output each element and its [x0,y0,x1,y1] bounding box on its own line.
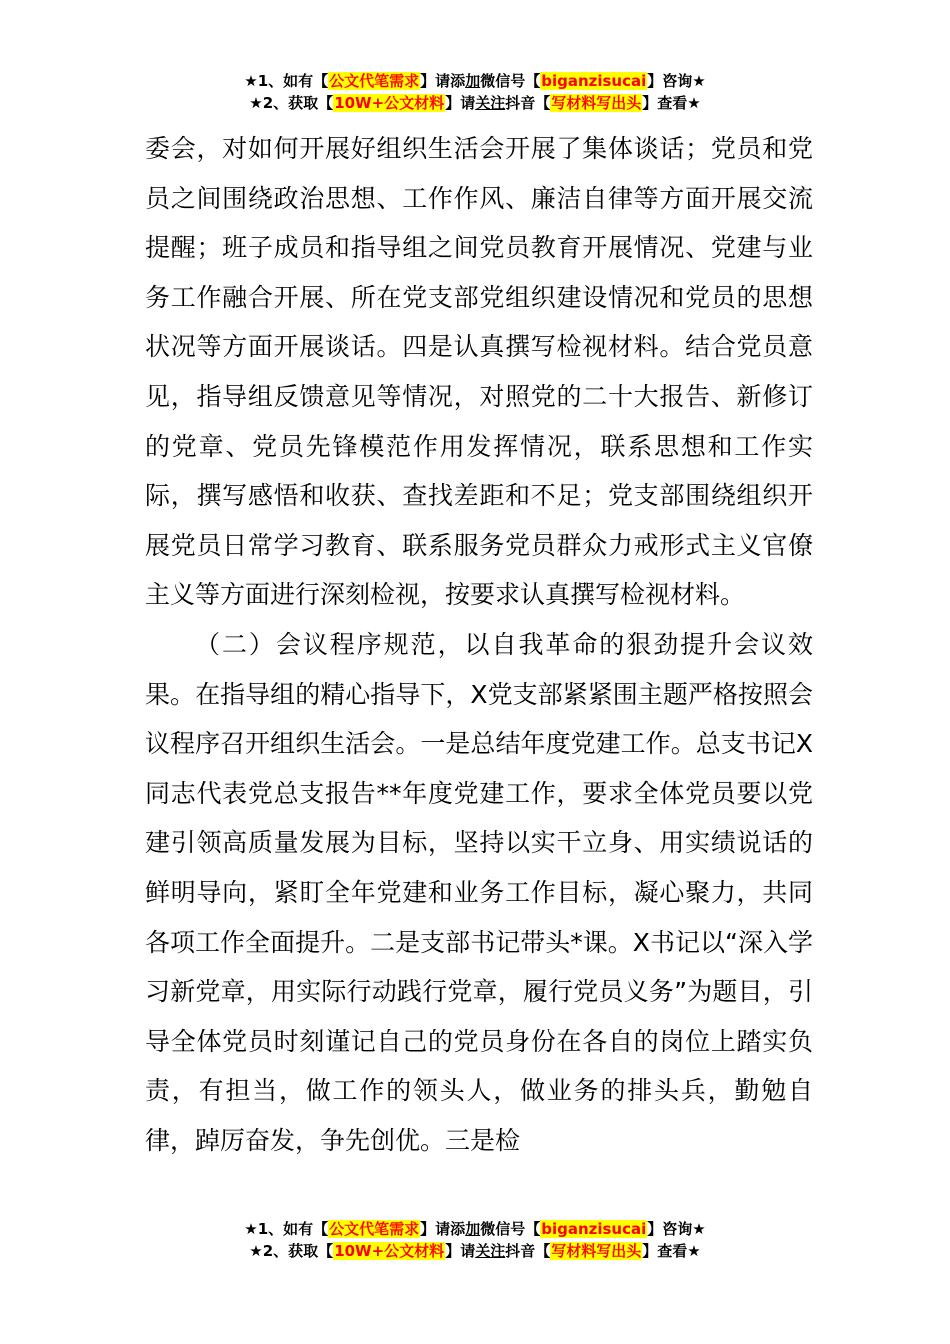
banner-text: 】请添 [420,1220,466,1238]
banner-text: 】请 [445,94,476,112]
banner-text: 】咨询★ [647,1220,706,1238]
body-paragraph: 委会，对如何开展好组织生活会开展了集体谈话；党员和党员之间围绕政治思想、工作作风、廉洁自律等方面开展交流提醒；班子成员和指导组之间党员教育开展情况、党建与业务工作融合开展、所在党支部党组织建设情况和党员的思想状况等方面开展谈话。四是认真撰写检视材料。结合党员意见，指导组反馈意见等情况，对照党的二十大报告、新修订的党章、党员先锋模范作用发挥情况，联系思想和工作实际，撰写感悟和收获、查找差距和不足；党支部围绕组织开展党员日常学习教育、联系服务党员群众力戒形式主义官僚主义等方面进行深刻检视，按要求认真撰写检视材料。 [145,134,813,610]
banner-text: 抖音【 [505,94,551,112]
banner-line-1 [0,1218,950,1240]
banner-highlight: 公文代笔需求 [329,72,420,90]
banner-underlined-text: 加 [465,1220,481,1238]
banner-text: 抖音【 [505,1242,551,1260]
banner-highlight: 写材料写出头 [551,1242,642,1260]
footer-banner [0,1218,950,1262]
banner-underlined-text: 关注 [475,1242,506,1260]
banner-underlined-text: 关注 [475,94,506,112]
banner-text: 】查看★ [642,1242,701,1260]
banner-highlight: 公文代笔需求 [329,1220,420,1238]
banner-text: 】查看★ [642,94,701,112]
body-paragraph: （二）会议程序规范，以自我革命的狠劲提升会议效果。在指导组的精心指导下，X党支部紧紧围主题严格按照会议程序召开组织生活会。一是总结年度党建工作。总支书记X同志代表党总支报告**年度党建工作，要求全体党员要以党建引领高质量发展为目标，坚持以实干立身、用实绩说话的鲜明导向，紧盯全年党建和业务工作目标，凝心聚力，共同各项工作全面提升。二是支部书记带头*课。X书记以“深入学习新党章，用实际行动践行党章，履行党员义务”为题目，引导全体党员时刻谨记自己的党员身份在各自的岗位上踏实负责，有担当，做工作的领头人，做业务的排头兵，勤勉自律，踔厉奋发，争先创优。三是检 [145,629,813,1155]
banner-highlight: biganzisucai [541,72,647,90]
banner-line-1 [0,70,950,92]
banner-highlight: 10W+公文材料 [334,94,445,112]
banner-text: 】请 [445,1242,476,1260]
banner-line-2 [0,92,950,114]
banner-text: 】请添 [420,72,466,90]
document-body [145,124,813,1165]
banner-text: ★1、如有【 [244,1220,329,1238]
banner-text: ★2、获取【 [249,94,334,112]
banner-highlight: 10W+公文材料 [334,1242,445,1260]
banner-line-2 [0,1240,950,1262]
header-banner [0,70,950,114]
banner-text: 微信号【 [480,72,541,90]
banner-underlined-text: 加 [465,72,481,90]
banner-highlight: 写材料写出头 [551,94,642,112]
banner-text: ★1、如有【 [244,72,329,90]
banner-highlight: biganzisucai [541,1220,647,1238]
banner-text: 】咨询★ [647,72,706,90]
banner-text: 微信号【 [480,1220,541,1238]
banner-text: ★2、获取【 [249,1242,334,1260]
